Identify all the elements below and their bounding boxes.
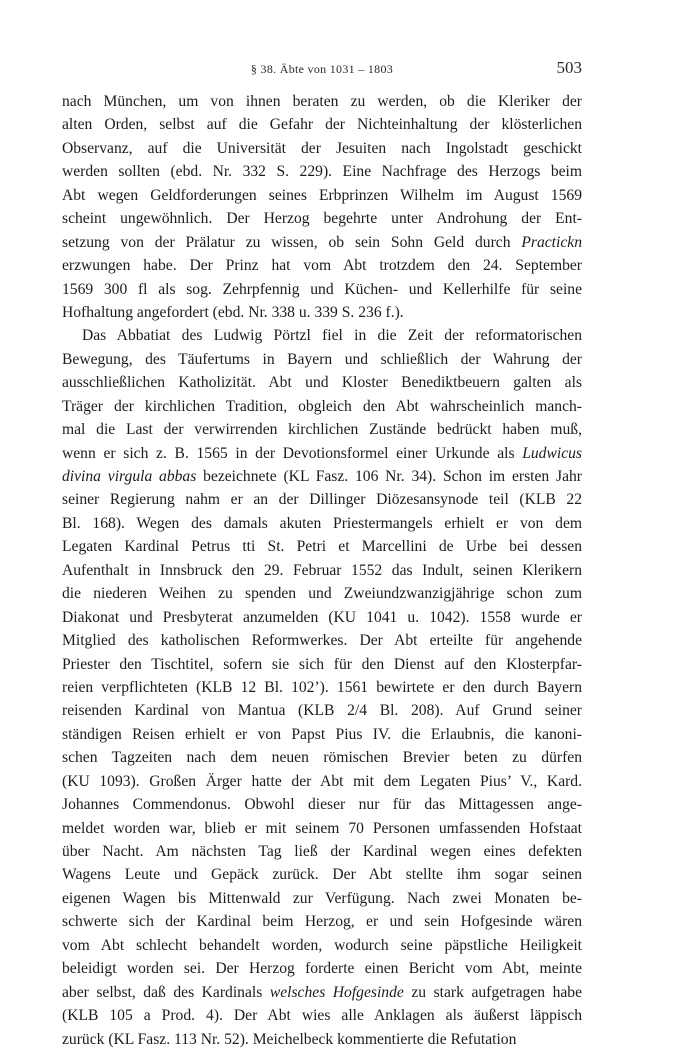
text-line — [62, 559, 582, 582]
text-segment: zu stark aufgetragen habe — [403, 983, 583, 1001]
text-segment: schen Tagzeiten nach dem neuen römischen Brevier beten zu dürfen — [62, 749, 582, 767]
text-line — [62, 606, 582, 629]
text-segment: wenn er sich z. B. 1565 in der Devotionsformel einer Urkunde als — [62, 444, 523, 462]
text-line — [62, 137, 582, 160]
text-line — [62, 981, 582, 1004]
page-number: 503 — [556, 58, 582, 77]
text-segment: bezeichnete (KL Fasz. 106 Nr. 34). Schon im ersten Jahr — [196, 468, 582, 485]
text-segment: seiner Regierung nahm er an der Dillinger Diözesansynode teil (KLB 22 — [62, 491, 582, 509]
text-segment: Das Abbatiat des Ludwig Pörtzl fiel in die Zeit der reformatorischen — [82, 327, 582, 345]
text-line — [62, 442, 582, 465]
text-line — [62, 512, 582, 535]
text-line — [62, 535, 582, 558]
text-segment: setzung von der Prälatur zu wissen, ob sein Sohn Geld durch — [62, 233, 522, 251]
text-segment: eigenen Wagen bis Mittenwald zur Verfügung. Nach zwei Monaten be- — [62, 889, 582, 907]
text-segment: ausschließlichen Katholizität. Abt und Kloster Benediktbeuern galten als — [62, 374, 582, 392]
text-segment: reien verpflichteten (KLB 12 Bl. 102’). 1561 bewirtete er den durch Bayern — [62, 678, 582, 696]
body-text — [62, 90, 582, 1051]
text-line — [62, 1004, 582, 1027]
text-segment: alten Orden, selbst auf die Gefahr der Nichteinhaltung der klösterlichen — [62, 116, 582, 134]
text-line — [62, 231, 582, 254]
text-segment: aber selbst, daß des Kardinals — [62, 983, 270, 1001]
text-line — [62, 863, 582, 886]
text-line — [62, 957, 582, 980]
text-line — [62, 676, 582, 699]
text-line — [62, 629, 582, 652]
text-segment: werden sollten (ebd. Nr. 332 S. 229). Eine Nachfrage des Herzogs beim — [62, 163, 582, 181]
text-segment: Observanz, auf die Universität der Jesuiten nach Ingolstadt geschickt — [62, 139, 582, 157]
text-segment: zurück (KL Fasz. 113 Nr. 52). Meichelbeck kommentierte die Refutation — [62, 1030, 517, 1048]
text-segment: Bl. 168). Wegen des damals akuten Priestermangels erhielt er von dem — [62, 514, 582, 532]
text-segment: beleidigt worden sei. Der Herzog forderte einen Bericht vom Abt, meinte — [62, 960, 582, 978]
text-segment: vom Abt schlecht behandelt worden, wodurch seine päpstliche Heiligkeit — [62, 936, 582, 954]
text-segment: nach München, um von ihnen beraten zu werden, ob die Kleriker der — [62, 93, 582, 110]
text-line — [62, 746, 582, 769]
text-segment: Wagens Leute und Gepäck zurück. Der Abt stellte ihm sogar seinen — [62, 866, 582, 884]
text-line — [62, 278, 582, 301]
text-line — [62, 582, 582, 605]
text-segment: 1569 300 fl als sog. Zehrpfennig und Küchen- und Kellerhilfe für seine — [62, 280, 582, 298]
italic-text: welsches Hofgesinde — [269, 983, 404, 1001]
text-line — [62, 348, 582, 371]
text-segment: Aufenthalt in Innsbruck den 29. Februar 1552 das Indult, seinen Klerikern — [62, 561, 582, 579]
text-segment: Abt wegen Geldforderungen seines Erbprinzen Wilhelm im August 1569 — [62, 186, 582, 204]
text-line — [62, 793, 582, 816]
text-line — [62, 371, 582, 394]
text-line — [62, 653, 582, 676]
text-line — [62, 324, 582, 347]
text-line — [62, 488, 582, 511]
text-segment: reisenden Kardinal von Mantua (KLB 2/4 Bl. 208). Auf Grund seiner — [62, 702, 582, 720]
book-page — [62, 58, 582, 1051]
text-segment: scheint ungewöhnlich. Der Herzog begehrte unter Androhung der Ent- — [62, 210, 582, 228]
text-line — [62, 465, 582, 488]
text-segment: über Nacht. Am nächsten Tag ließ der Kardinal wegen eines defekten — [62, 843, 582, 860]
text-segment: Legaten Kardinal Petrus tti St. Petri et Marcellini de Urbe bei dessen — [62, 538, 582, 556]
italic-text: Ludwicus — [522, 444, 582, 462]
text-line — [62, 1028, 582, 1051]
text-segment: Priester den Tischtitel, sofern sie sich für den Dienst auf den Klosterpfar- — [62, 655, 582, 673]
text-line — [62, 840, 582, 863]
text-line — [62, 301, 582, 324]
text-line — [62, 395, 582, 418]
text-line — [62, 90, 582, 113]
text-segment: Mitglied des katholischen Reformwerkes. Der Abt erteilte für angehende — [62, 632, 582, 650]
text-segment: erzwungen habe. Der Prinz hat vom Abt trotzdem den 24. September — [62, 257, 582, 275]
text-segment: mal die Last der verwirrenden kirchlichen Zustände bedrückt haben muß, — [62, 421, 582, 439]
italic-text: divina virgula abbas — [62, 468, 197, 485]
text-segment: (KU 1093). Großen Ärger hatte der Abt mit dem Legaten Pius’ V., Kard. — [62, 772, 582, 790]
text-line — [62, 254, 582, 277]
text-line — [62, 418, 582, 441]
text-line — [62, 817, 582, 840]
text-line — [62, 160, 582, 183]
italic-text: Practickn — [521, 233, 582, 251]
text-segment: Bewegung, des Täufertums in Bayern und schließlich der Wahrung der — [62, 350, 582, 368]
text-line — [62, 184, 582, 207]
text-segment: Johannes Commendonus. Obwohl dieser nur für das Mittagessen ange- — [62, 796, 582, 814]
text-line — [62, 207, 582, 230]
text-segment: (KLB 105 a Prod. 4). Der Abt wies alle Anklagen als äußerst läppisch — [62, 1007, 582, 1025]
running-head — [62, 58, 582, 80]
text-line — [62, 887, 582, 910]
text-segment: Hofhaltung angefordert (ebd. Nr. 338 u. 339 S. 236 f.). — [62, 303, 404, 321]
text-segment: ständigen Reisen erhielt er von Papst Pius IV. die Erlaubnis, die kanoni- — [62, 725, 582, 743]
text-line — [62, 113, 582, 136]
text-segment: schwerte sich der Kardinal beim Herzog, er und sein Hofgesinde wären — [62, 913, 582, 931]
text-line — [62, 934, 582, 957]
text-line — [62, 770, 582, 793]
text-line — [62, 910, 582, 933]
text-line — [62, 699, 582, 722]
running-title: § 38. Äbte von 1031 – 1803 — [250, 62, 394, 76]
text-segment: Träger der kirchlichen Tradition, obgleich den Abt wahrscheinlich manch- — [62, 397, 582, 415]
text-segment: Diakonat und Presbyterat anzumelden (KU 1041 u. 1042). 1558 wurde er — [62, 608, 582, 626]
text-line — [62, 723, 582, 746]
text-segment: meldet worden war, blieb er mit seinem 70 Personen umfassenden Hofstaat — [62, 819, 582, 837]
text-segment: die niederen Weihen zu spenden und Zweiundzwanzigjährige schon zum — [62, 585, 582, 603]
